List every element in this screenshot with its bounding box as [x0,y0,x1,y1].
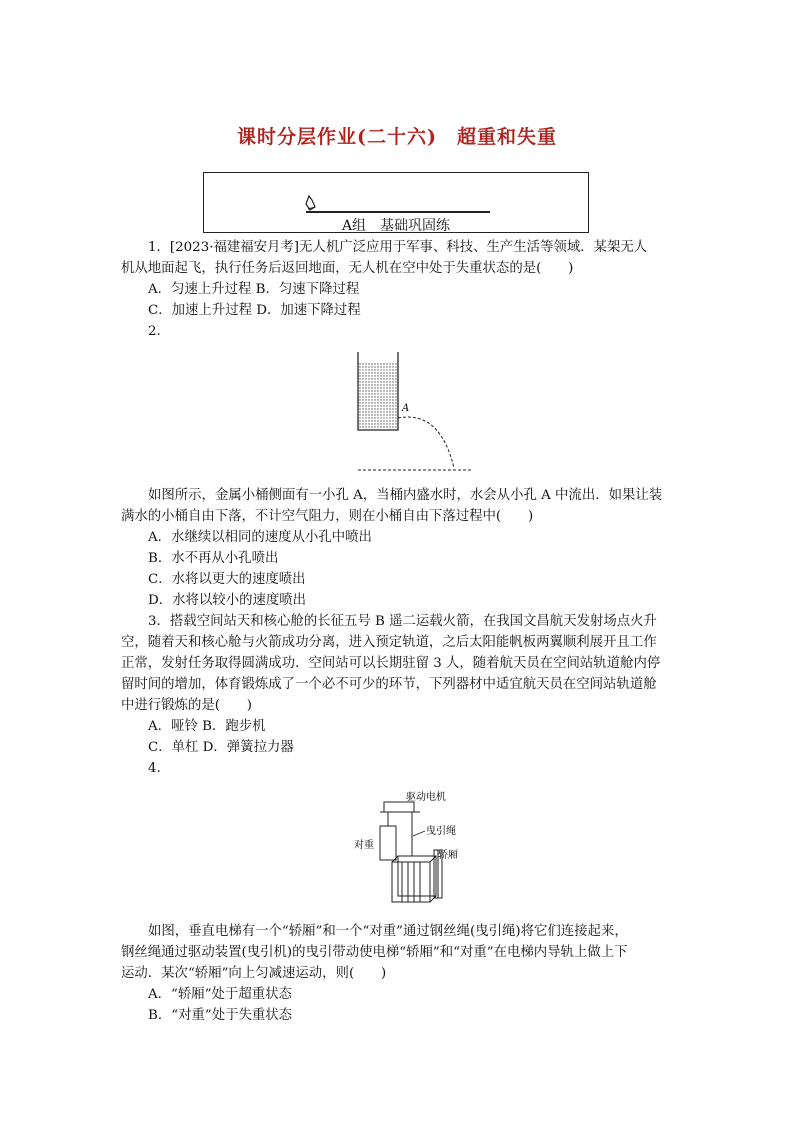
q2-option-d: D．水将以较小的速度喷出 [148,593,307,608]
q3-line5: 中进行锻炼的是( ) [121,698,252,713]
page-title: 课时分层作业(二十六) 超重和失重 [237,126,557,148]
counterweight-block [380,826,396,860]
q4-line3: 运动．某次“轿厢”向上匀减速运动，则( ) [121,966,387,981]
q4-option-b: B．“对重”处于失重状态 [148,1008,293,1023]
hole-label: A [402,403,410,414]
q2-line1: 如图所示，金属小桶侧面有一小孔 A，当桶内盛水时，水会从小孔 A 中流出．如果让装 [148,488,663,503]
q1-options-ab: A．匀速上升过程 B．匀速下降过程 [148,282,360,297]
q3-options-ab: A．哑铃 B．跑步机 [148,719,266,734]
water-jet-curve [398,417,454,468]
q2-option-c: C．水将以更大的速度喷出 [148,572,306,587]
q3-line4: 留时间的增加，体育锻炼成了一个必不可少的环节，下列器材中适宜航天员在空间站轨道舱 [121,677,657,692]
elevator-figure [350,786,480,911]
water-fill [358,362,398,429]
q4-number: 4. [148,761,161,776]
q3-line1: 3．搭载空间站天和核心舱的长征五号 B 遥二运载火箭，在我国文昌航天发射场点火升 [148,614,657,629]
section-banner [203,172,589,233]
q1-line2: 机从地面起飞，执行任务后返回地面，无人机在空中处于失重状态的是( ) [121,261,574,276]
banner-rule [306,211,490,213]
q3-options-cd: C．单杠 D．弹簧拉力器 [148,740,294,755]
q4-line1: 如图，垂直电梯有一个“轿厢”和一个“对重”通过钢丝绳(曳引绳)将它们连接起来， [148,924,628,939]
motor-block [384,802,414,812]
bucket-figure [350,348,480,478]
label-counterweight: 对重 [354,840,374,851]
q2-option-a: A．水继续以相同的速度从小孔中喷出 [148,530,372,545]
q3-line2: 空，随着天和核心舱与火箭成功分离，进入预定轨道，之后太阳能帆板两翼顺利展开且工作 [121,635,657,650]
q2-number: 2. [148,324,161,339]
group-label: A组 基础巩固练 [341,218,451,234]
label-rope: 曳引绳 [426,826,456,837]
q2-line2: 满水的小桶自由下落，不计空气阻力，则在小桶自由下落过程中( ) [121,509,534,524]
q1-line1: 1．[2023·福建福安月考]无人机广泛应用于军事、科技、生产生活等领域．某架无人 [148,240,648,255]
rope-leader [413,831,425,836]
q4-option-a: A．“轿厢”处于超重状态 [148,987,292,1002]
q1-options-cd: C．加速上升过程 D．加速下降过程 [148,303,361,318]
q4-line2: 钢丝绳通过驱动装置(曳引机)的曳引带动使电梯“轿厢”和“对重”在电梯内导轨上做上下 [121,945,628,960]
q2-option-b: B．水不再从小孔喷出 [148,551,279,566]
q3-line3: 正常，发射任务取得圆满成功．空间站可以长期驻留 3 人，随着航天员在空间站轨道舱内停 [121,656,661,671]
car-cage [392,850,442,902]
label-car: 轿厢 [438,850,458,861]
label-motor: 驱动电机 [406,792,446,803]
